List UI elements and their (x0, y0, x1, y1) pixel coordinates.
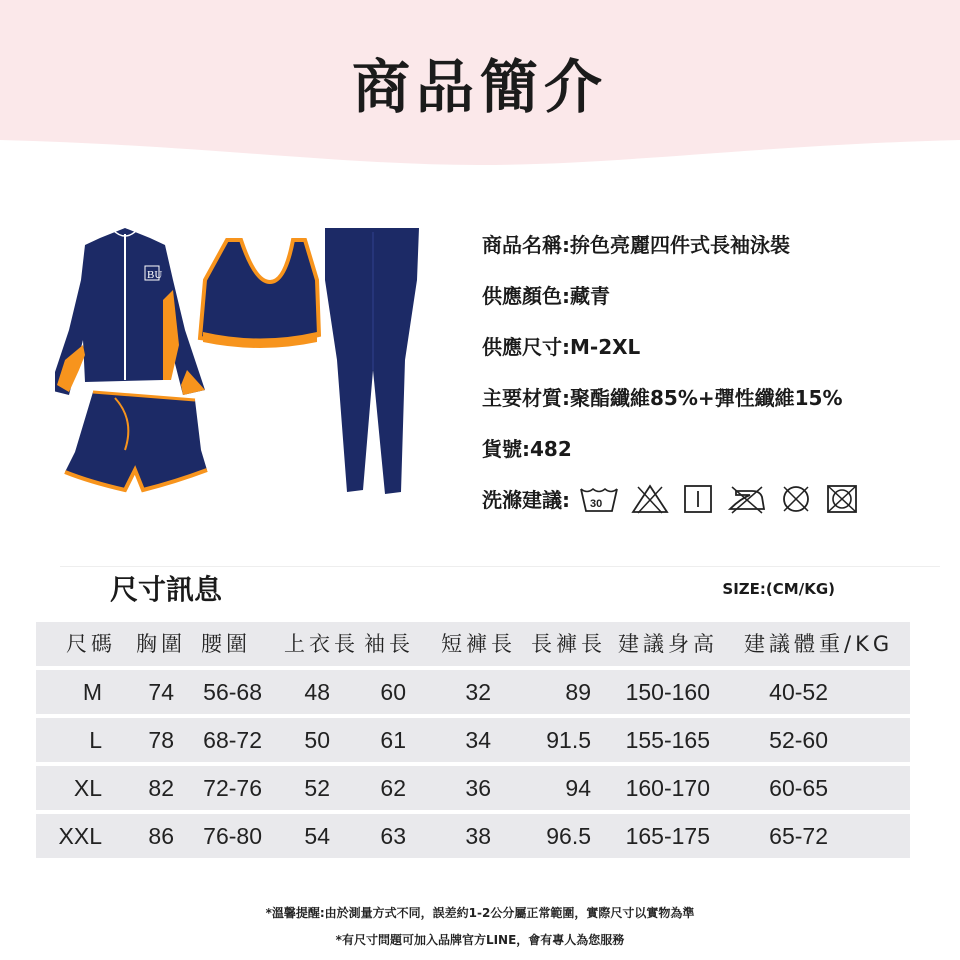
table-cell: 155-165 (625, 727, 710, 753)
size-unit-label: SIZE:(CM/KG) (722, 580, 835, 598)
table-cell: L (89, 727, 102, 753)
table-cell: 96.5 (546, 823, 591, 849)
table-row (36, 766, 910, 810)
table-cell: 40-52 (769, 679, 828, 705)
table-cell: 165-175 (625, 823, 710, 849)
table-header-cell: 建議體重/KG (744, 632, 894, 656)
table-header-cell: 胸圍 (136, 632, 186, 656)
table-cell: 54 (304, 823, 330, 849)
table-cell: 60 (380, 679, 406, 705)
wash-30-icon (578, 483, 620, 515)
table-cell: XXL (58, 823, 102, 849)
page-title: 商品簡介 (351, 53, 608, 121)
table-header-cell: 袖長 (364, 632, 414, 656)
table-cell: 32 (465, 679, 491, 705)
table-cell: 38 (465, 823, 491, 849)
no-bleach-icon (630, 483, 670, 515)
table-cell: 74 (148, 679, 174, 705)
line-contact-note: *有尺寸問題可加入品牌官方LINE，會有專人為您服務 (335, 933, 625, 947)
jacket-image (55, 228, 205, 395)
table-cell: M (82, 679, 102, 705)
table-cell: 60-65 (769, 775, 828, 801)
section-divider (60, 566, 940, 567)
table-cell: 62 (380, 775, 406, 801)
table-cell: 50 (304, 727, 330, 753)
table-cell: 150-160 (625, 679, 710, 705)
product-image (55, 220, 435, 520)
care-label: 洗滌建議: (482, 488, 570, 512)
table-cell: 63 (380, 823, 406, 849)
line-dry-icon (680, 483, 716, 515)
product-material-row: 主要材質:聚酯纖維85%+彈性纖維15% (482, 386, 843, 410)
table-cell: 56-68 (203, 679, 262, 705)
table-header-cell: 尺碼 (66, 632, 116, 656)
table-cell: 78 (148, 727, 174, 753)
table-cell: 160-170 (625, 775, 710, 801)
care-icons (578, 483, 860, 515)
table-cell: 65-72 (769, 823, 828, 849)
svg-text:BU: BU (147, 269, 163, 281)
shorts-image (65, 392, 207, 490)
size-table (36, 622, 910, 862)
table-row (36, 814, 910, 858)
no-tumble-dry-icon (824, 483, 860, 515)
table-cell: 91.5 (546, 727, 591, 753)
table-header-cell: 上衣長 (284, 632, 359, 656)
product-info-list (482, 218, 942, 524)
table-cell: 52-60 (769, 727, 828, 753)
product-size-row: 供應尺寸:M-2XL (482, 335, 641, 359)
table-row (36, 670, 910, 714)
leggings-image (325, 228, 419, 494)
product-name-row: 商品名稱:拚色亮麗四件式長袖泳裝 (482, 233, 790, 257)
table-row (36, 718, 910, 762)
table-cell: 82 (148, 775, 174, 801)
table-cell: 86 (148, 823, 174, 849)
svg-text:30: 30 (590, 497, 603, 510)
table-cell: 68-72 (203, 727, 262, 753)
table-header-cell: 長褲長 (531, 632, 606, 656)
table-header-cell: 建議身高 (618, 632, 718, 656)
table-cell: 34 (465, 727, 491, 753)
care-instructions-row (482, 473, 942, 524)
no-iron-icon (726, 483, 768, 515)
table-cell: XL (73, 775, 102, 801)
size-section-title: 尺寸訊息 (110, 573, 223, 606)
table-cell: 76-80 (203, 823, 262, 849)
table-header-cell: 腰圍 (201, 632, 251, 656)
table-cell: 52 (304, 775, 330, 801)
table-cell: 61 (380, 727, 406, 753)
sports-bra-image (200, 240, 319, 348)
measurement-note: *溫馨提醒:由於測量方式不同，誤差約1-2公分屬正常範圍，實際尺寸以實物為準 (265, 906, 695, 920)
table-cell: 36 (465, 775, 491, 801)
product-item-number-row: 貨號:482 (482, 437, 572, 461)
table-cell: 94 (565, 775, 591, 801)
table-cell: 48 (304, 679, 330, 705)
table-cell: 89 (565, 679, 591, 705)
table-header-cell: 短褲長 (441, 632, 516, 656)
table-header-row (36, 622, 910, 666)
no-dry-clean-icon (778, 483, 814, 515)
table-cell: 72-76 (203, 775, 262, 801)
product-color-row: 供應顏色:藏青 (482, 284, 610, 308)
